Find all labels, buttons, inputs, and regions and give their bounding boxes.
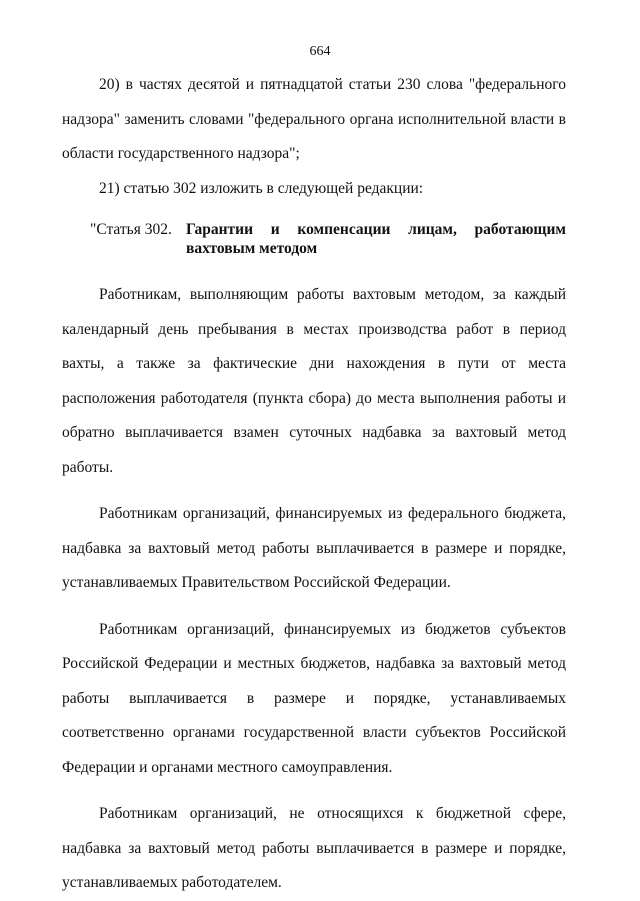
article-heading <box>62 220 566 258</box>
page-number: 664 <box>309 44 331 59</box>
article-title-line-2: вахтовым методом <box>186 240 318 257</box>
article-paragraph-3: Работникам организаций, финансируемых из бюджетов субъектов Российской Федерации и местных бюджетов, надбавка за вахтовый метод работы выплачивается в размере и порядке, устанавливаемых соответственно органами государственной власти субъектов Российской Федерации и органами местного самоуправления. <box>62 620 566 776</box>
paragraph-item-20: 20) в частях десятой и пятнадцатой статьи 230 слова "федерального надзора" заменить словами "федерального органа исполнительной власти в области государственного надзора"; <box>62 76 566 162</box>
article-label: "Статья 302. <box>90 221 172 238</box>
article-title <box>186 220 566 258</box>
article-paragraph-1: Работникам, выполняющим работы вахтовым методом, за каждый календарный день пребывания в местах производства работ в период вахты, а также за фактические дни нахождения в пути от места расположения работодателя (пункта сбора) до места выполнения работы и обратно выплачивается взамен суточных надбавка за вахтовый метод работы. <box>62 286 566 476</box>
document-body <box>62 68 566 901</box>
article-title-line-1: Гарантии и компенсации лицам, работающим <box>186 221 566 238</box>
article-paragraph-4: Работникам организаций, не относящихся к бюджетной сфере, надбавка за вахтовый метод работы выплачивается в размере и порядке, устанавливаемых работодателем. <box>62 805 566 891</box>
paragraph-item-21: 21) статью 302 изложить в следующей редакции: <box>99 179 424 197</box>
article-paragraph-2: Работникам организаций, финансируемых из федерального бюджета, надбавка за вахтовый метод работы выплачивается в размере и порядке, устанавливаемых Правительством Российской Федерации. <box>62 505 566 591</box>
